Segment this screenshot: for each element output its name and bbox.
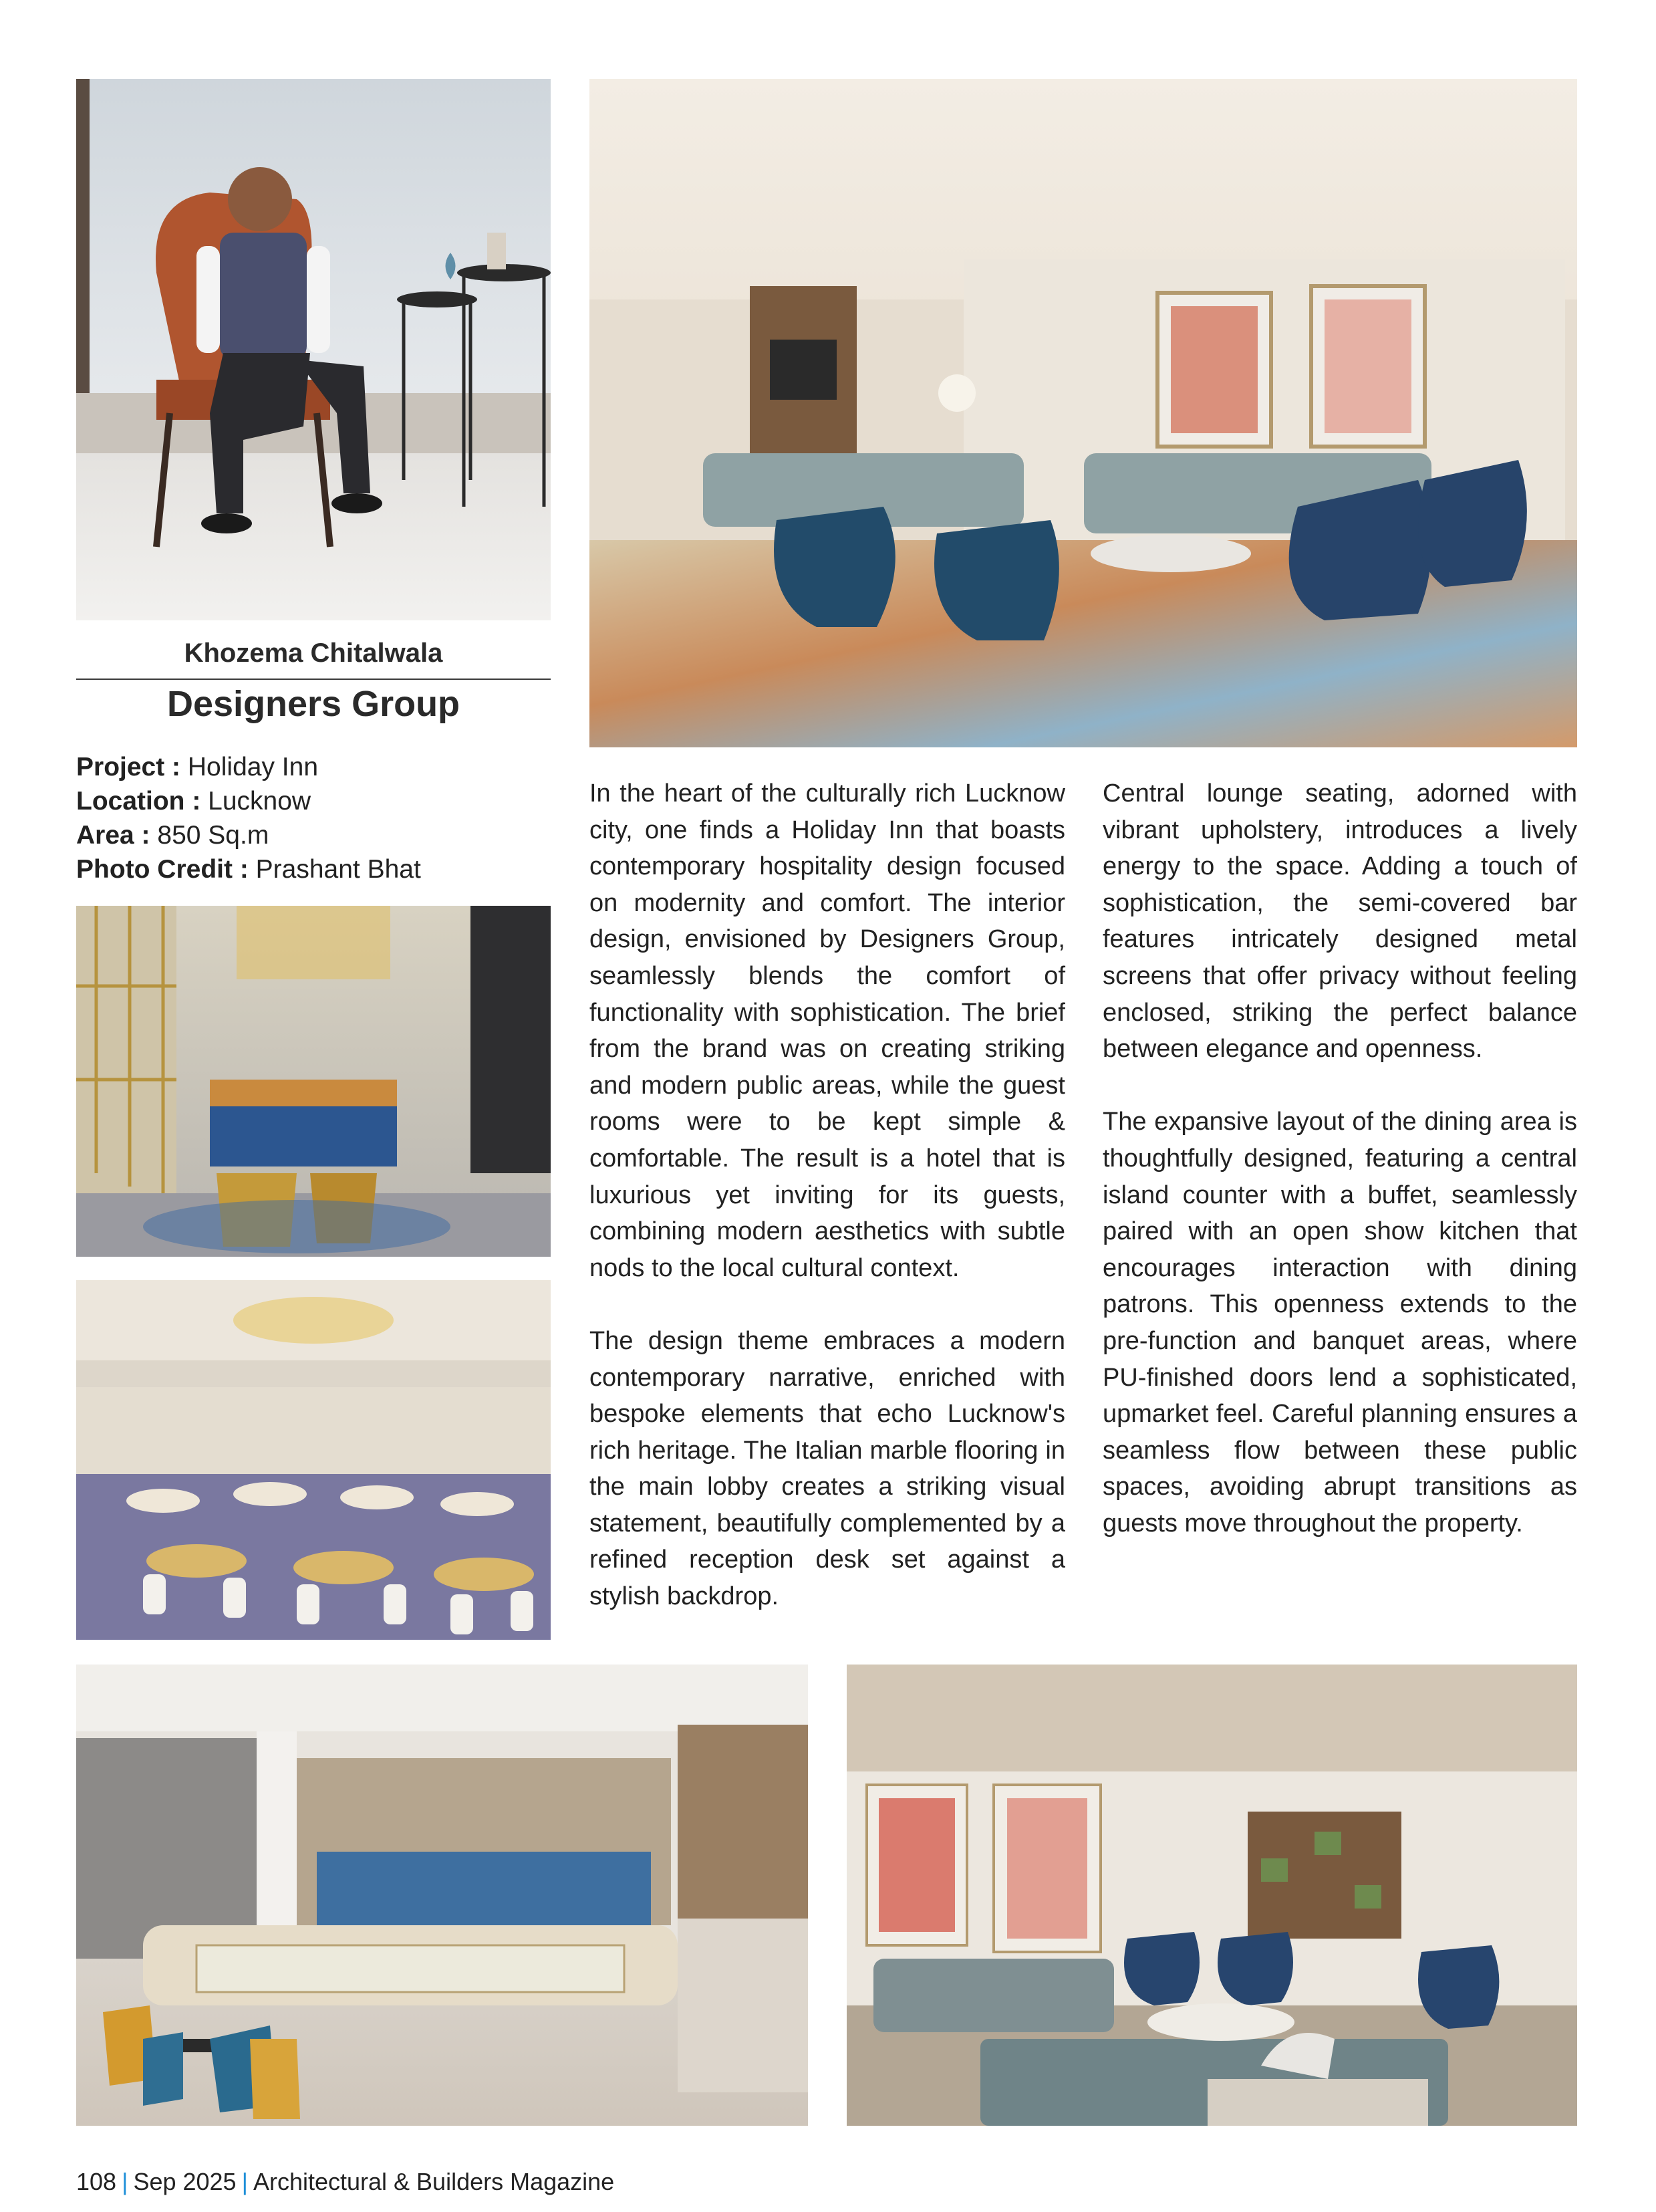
page-number: 108: [76, 2168, 117, 2195]
area-info-row: Area : 850 Sq.m: [76, 821, 269, 850]
article-column-2: [1103, 775, 1577, 1578]
banquet-hall-photo: [76, 1280, 551, 1640]
article-paragraph: In the heart of the culturally rich Lucknow city, one finds a Holiday Inn that boasts contemporary hospitality design focused on modernity and comfort. The interior design, envisioned by Designers Group, seamlessly blends the comfort of functionality with sophistication. The brief from the brand was on creating striking and modern public areas, while the guest rooms were to be kept simple & comfortable. The result is a hotel that is luxurious yet inviting for its guests, combining modern aesthetics with subtle nods to the local cultural context.: [589, 779, 1065, 1282]
article-paragraph: Central lounge seating, adorned with vibrant upholstery, introduces a lively energy to the space. Adding a touch of sophistication, the semi-covered bar features intricately designed metal screens that offer privacy without feeling enclosed, striking the perfect balance between elegance and openness.: [1103, 779, 1577, 1064]
project-info-row: Project : Holiday Inn: [76, 753, 319, 781]
magazine-name: Architectural & Builders Magazine: [253, 2168, 615, 2195]
designer-name: Khozema Chitalwala: [184, 638, 443, 668]
footer-separator: |: [122, 2168, 128, 2195]
name-divider: [76, 679, 551, 680]
article-paragraph: The expansive layout of the dining area is thoughtfully designed, featuring a central island counter with a buffet, seamlessly paired with an open show kitchen that encourages interaction with dining patrons. This openness extends to the pre-function and banquet areas, where PU-finished doors lend a sophisticated, upmarket feel. Careful planning ensures a seamless flow between these public spaces, avoiding abrupt transitions as guests move throughout the property.: [1103, 1108, 1577, 1538]
firm-name: Designers Group: [166, 684, 460, 724]
article-column-1: [589, 775, 1065, 1651]
photo-credit-info-row: Photo Credit : Prashant Bhat: [76, 855, 421, 884]
issue-date: Sep 2025: [133, 2168, 237, 2195]
footer-separator: |: [241, 2168, 248, 2195]
lobby-lounge-photo: [76, 906, 551, 1257]
dining-area-photo: [76, 1665, 808, 2126]
lounge-seating-photo: [847, 1665, 1577, 2126]
project-info: [76, 750, 551, 886]
designer-portrait-photo: [76, 79, 551, 620]
page-footer: [76, 2168, 614, 2196]
article-paragraph: The design theme embraces a modern contemporary narrative, enriched with bespoke elements that echo Lucknow's rich heritage. The Italian marble flooring in the main lobby creates a striking visual statement, beautifully complemented by a refined reception desk set against a stylish backdrop.: [589, 1326, 1065, 1611]
location-info-row: Location : Lucknow: [76, 787, 311, 816]
lounge-hero-photo: [589, 79, 1577, 747]
